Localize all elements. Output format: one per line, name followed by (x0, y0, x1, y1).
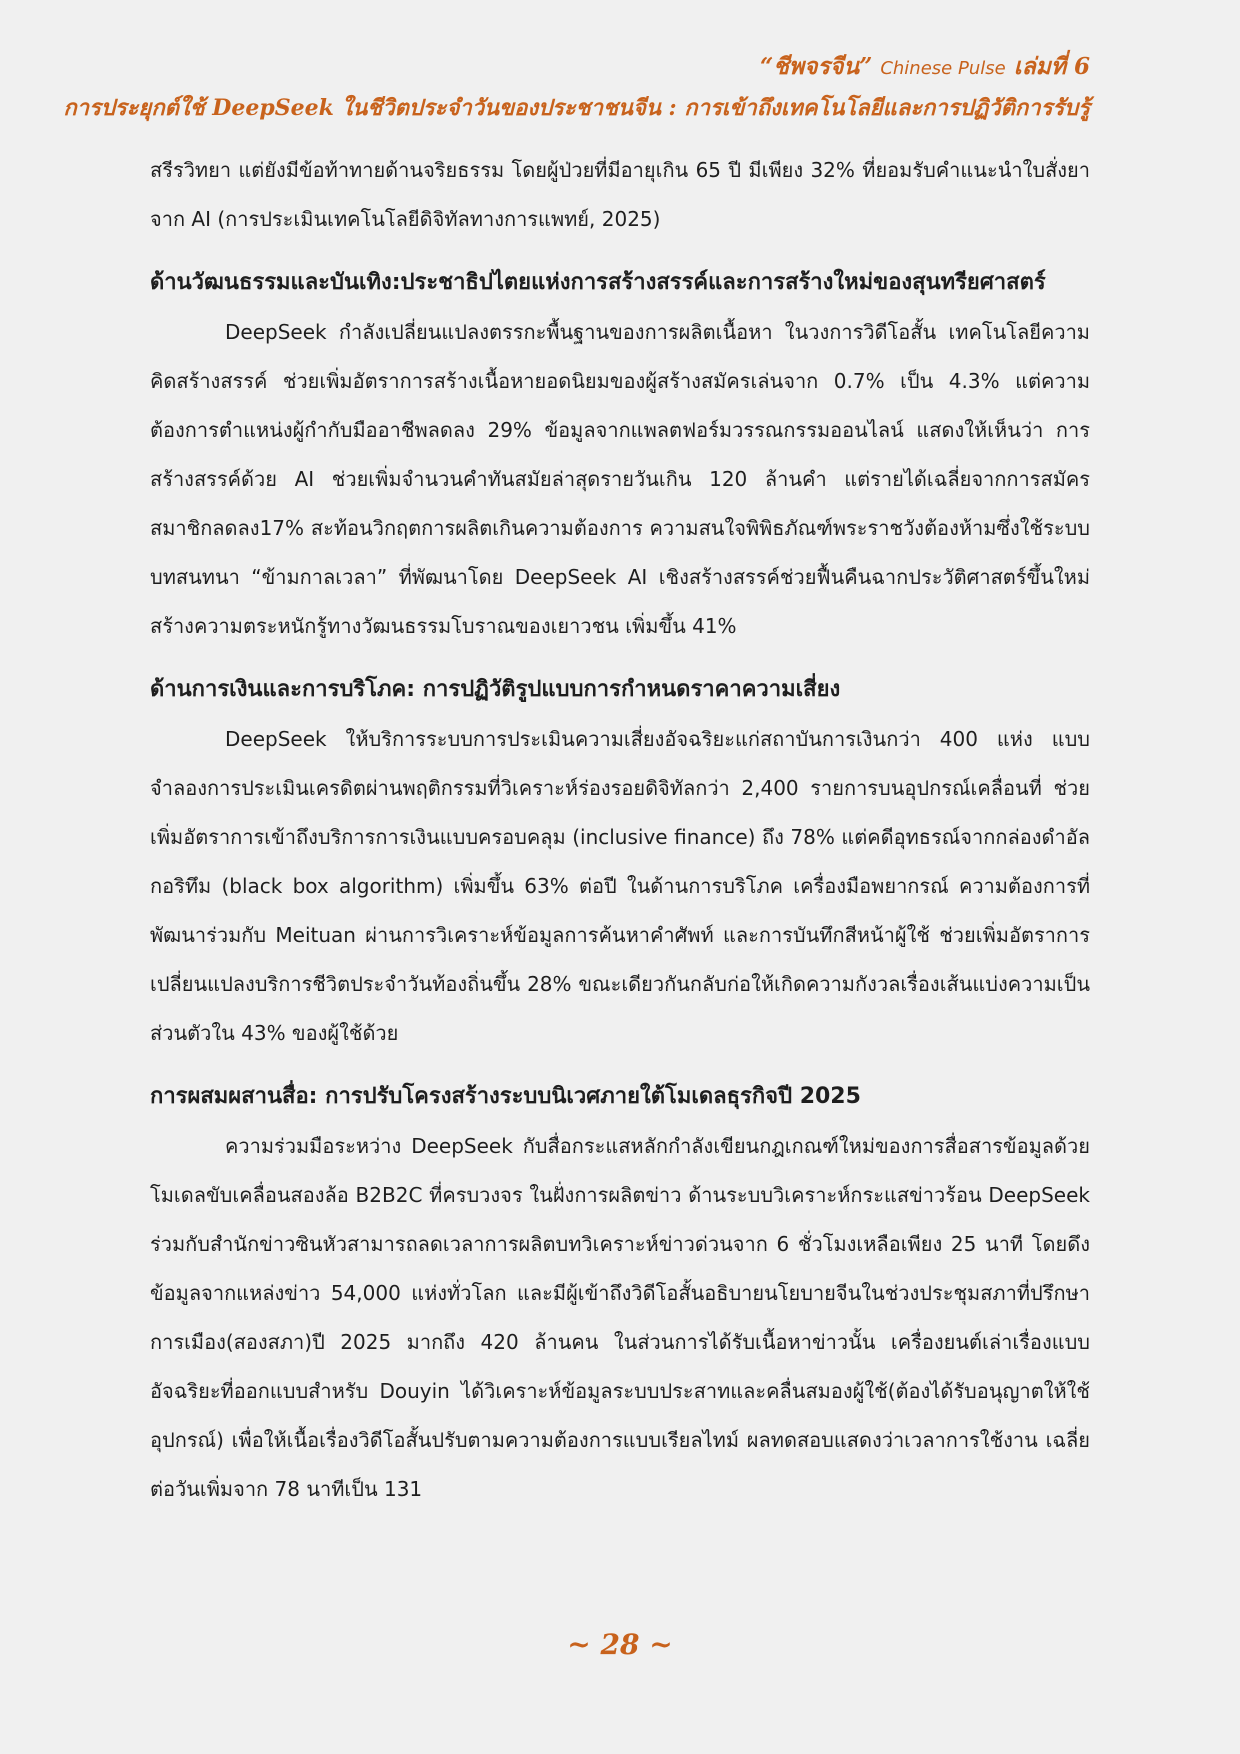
series-title: “ชีพจรจีน” (760, 53, 873, 80)
section-culture (150, 258, 1090, 651)
series-title-line (63, 50, 1090, 86)
section-heading: การผสมผสานสื่อ: การปรับโครงสร้างระบบนิเวศภายใต้โมเดลธุรกิจปี 2025 (150, 1084, 861, 1109)
main-content (150, 146, 1090, 1514)
series-title-en: Chinese Pulse (880, 58, 1006, 79)
page-number: ~ 28 ~ (567, 1628, 673, 1661)
article-title: การประยุกต์ใช้ DeepSeek ในชีวิตประจำวันของประชาชนจีน : การเข้าถึงเทคโนโลยีและการปฏิวัติการรับรู้ (63, 95, 1090, 121)
section-heading: ด้านการเงินและการบริโภค: การปฏิวัติรูปแบบการกำหนดราคาความเสี่ยง (150, 677, 841, 702)
section-media (150, 1072, 1090, 1514)
intro-paragraph: สรีรวิทยา แต่ยังมีข้อท้าทายด้านจริยธรรม โดยผู้ป่วยที่มีอายุเกิน 65 ปี มีเพียง 32% ที่ยอมรับคำแนะนำใบสั่งยาจาก AI (การประเมินเทคโนโลยีดิจิทัลทางการแพทย์, 2025) (150, 158, 1090, 231)
section-finance (150, 665, 1090, 1058)
section-paragraph: DeepSeek ให้บริการระบบการประเมินความเสี่ยงอัจฉริยะแก่สถาบันการเงินกว่า 400 แห่ง แบบจำลองการประเมินเครดิตผ่านพฤติกรรมที่วิเคราะห์ร่องรอยดิจิทัลกว่า 2,400 รายการบนอุปกรณ์เคลื่อนที่ ช่วยเพิ่มอัตราการเข้าถึงบริการการเงินแบบครอบคลุม (inclusive finance) ถึง 78% แต่คดีอุทธรณ์จากกล่องดำอัลกอริทึม (black box algorithm) เพิ่มขึ้น 63% ต่อปี ในด้านการบริโภค เครื่องมือพยากรณ์ ความต้องการที่พัฒนาร่วมกับ Meituan ผ่านการวิเคราะห์ข้อมูลการค้นหาคำศัพท์ และการบันทึกสีหน้าผู้ใช้ ช่วยเพิ่มอัตราการเปลี่ยนแปลงบริการชีวิตประจำวันท้องถิ่นขึ้น 28% ขณะเดียวกันกลับก่อให้เกิดความกังวลเรื่องเส้นแบ่งความเป็นส่วนตัวใน 43% ของผู้ใช้ด้วย (150, 727, 1090, 1045)
volume-label: เล่มที่ 6 (1013, 53, 1090, 80)
section-paragraph: ความร่วมมือระหว่าง DeepSeek กับสื่อกระแสหลักกำลังเขียนกฎเกณฑ์ใหม่ของการสื่อสารข้อมูลด้วยโมเดลขับเคลื่อนสองล้อ B2B2C ที่ครบวงจร ในฝั่งการผลิตข่าว ด้านระบบวิเคราะห์กระแสข่าวร้อน DeepSeek ร่วมกับสำนักข่าวซินหัวสามารถลดเวลาการผลิตบทวิเคราะห์ข่าวด่วนจาก 6 ชั่วโมงเหลือเพียง 25 นาที โดยดึงข้อมูลจากแหล่งข่าว 54,000 แห่งทั่วโลก และมีผู้เข้าถึงวิดีโอสั้นอธิบายนโยบายจีนในช่วงประชุมสภาที่ปรึกษาการเมือง(สองสภา)ปี 2025 มากถึง 420 ล้านคน ในส่วนการได้รับเนื้อหาข่าวนั้น เครื่องยนต์เล่าเรื่องแบบอัจฉริยะที่ออกแบบสำหรับ Douyin ได้วิเคราะห์ข้อมูลระบบประสาทและคลื่นสมองผู้ใช้(ต้องได้รับอนุญาตให้ใช้อุปกรณ์) เพื่อให้เนื้อเรื่องวิดีโอสั้นปรับตามความต้องการแบบเรียลไทม์ ผลทดสอบแสดงว่าเวลาการใช้งาน เฉลี่ยต่อวันเพิ่มจาก 78 นาทีเป็น 131 (150, 1134, 1090, 1501)
running-header (63, 50, 1090, 126)
section-paragraph: DeepSeek กำลังเปลี่ยนแปลงตรรกะพื้นฐานของการผลิตเนื้อหา ในวงการวิดีโอสั้น เทคโนโลยีความคิดสร้างสรรค์ ช่วยเพิ่มอัตราการสร้างเนื้อหายอดนิยมของผู้สร้างสมัครเล่นจาก 0.7% เป็น 4.3% แต่ความต้องการตำแหน่งผู้กำกับมืออาชีพลดลง 29% ข้อมูลจากแพลตฟอร์มวรรณกรรมออนไลน์ แสดงให้เห็นว่า การสร้างสรรค์ด้วย AI ช่วยเพิ่มจำนวนคำทันสมัยล่าสุดรายวันเกิน 120 ล้านคำ แต่รายได้เฉลี่ยจากการสมัครสมาชิกลดลง17% สะท้อนวิกฤตการผลิตเกินความต้องการ ความสนใจพิพิธภัณฑ์พระราชวังต้องห้ามซึ่งใช้ระบบบทสนทนา “ข้ามกาลเวลา” ที่พัฒนาโดย DeepSeek AI เชิงสร้างสรรค์ช่วยฟื้นคืนฉากประวัติศาสตร์ขึ้นใหม่ สร้างความตระหนักรู้ทางวัฒนธรรมโบราณของเยาวชน เพิ่มขึ้น 41% (150, 320, 1090, 638)
section-heading: ด้านวัฒนธรรมและบันเทิง:ประชาธิปไตยแห่งการสร้างสรรค์และการสร้างใหม่ของสุนทรียศาสตร์ (150, 270, 1046, 295)
